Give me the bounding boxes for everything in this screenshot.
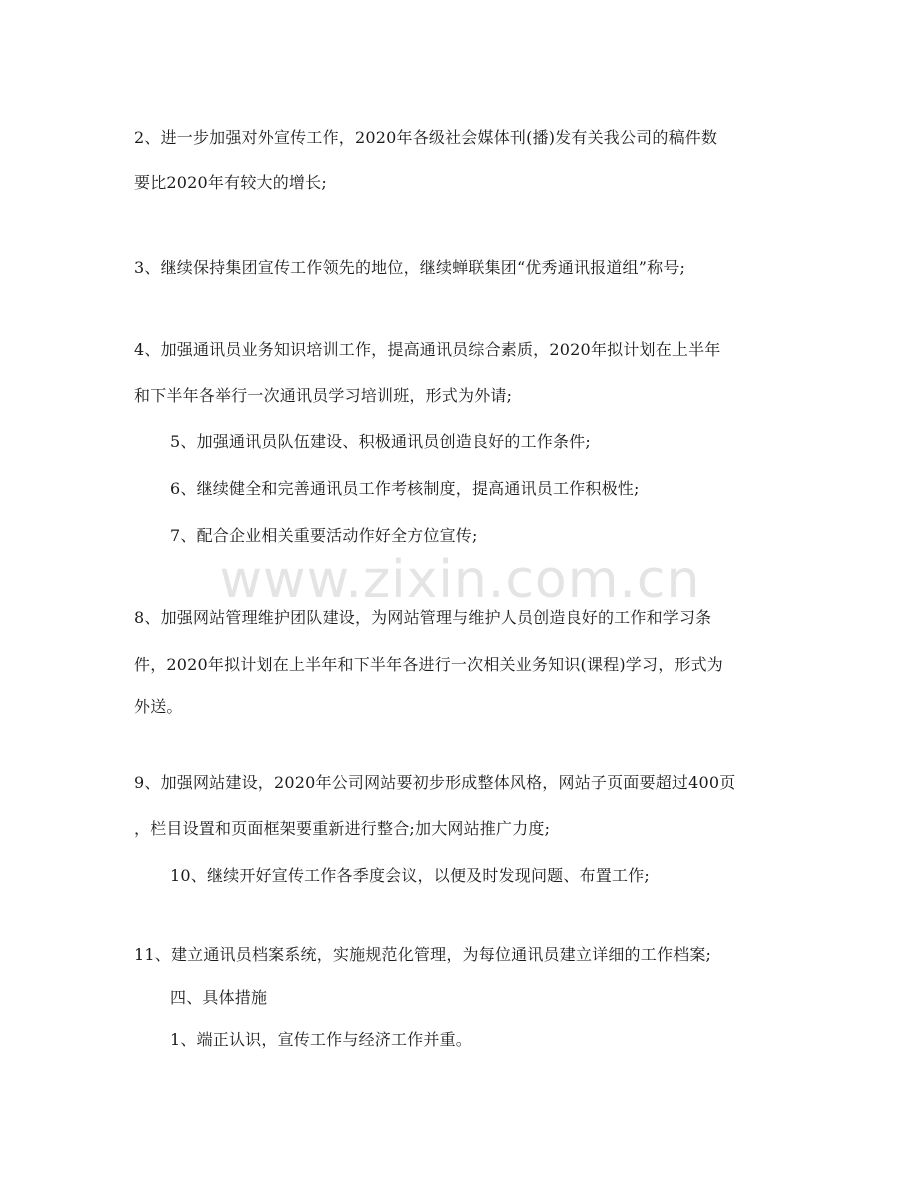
- paragraph-line: ，栏目设置和页面框架要重新进行整合;加大网站推广力度;: [134, 819, 551, 838]
- paragraph-line: 要比2020年有较大的增长;: [134, 173, 327, 192]
- paragraph-line: 外送。: [134, 697, 183, 716]
- paragraph-line: 9、加强网站建设，2020年公司网站要初步形成整体风格，网站子页面要超过400页: [134, 773, 736, 792]
- paragraph-line: 10、继续开好宣传工作各季度会议，以便及时发现问题、布置工作;: [170, 866, 650, 885]
- paragraph-line: 4、加强通讯员业务知识培训工作，提高通讯员综合素质，2020年拟计划在上半年: [134, 340, 721, 359]
- section-heading: 四、具体措施: [170, 988, 268, 1007]
- paragraph-line: 2、进一步加强对外宣传工作，2020年各级社会媒体刊(播)发有关我公司的稿件数: [134, 128, 718, 147]
- paragraph-line: 6、继续健全和完善通讯员工作考核制度，提高通讯员工作积极性;: [170, 479, 640, 498]
- paragraph-line: 件，2020年拟计划在上半年和下半年各进行一次相关业务知识(课程)学习，形式为: [134, 655, 724, 674]
- paragraph-line: 7、配合企业相关重要活动作好全方位宣传;: [170, 526, 478, 545]
- paragraph-line: 11、建立通讯员档案系统，实施规范化管理，为每位通讯员建立详细的工作档案;: [134, 945, 712, 964]
- paragraph-line: 1、端正认识，宣传工作与经济工作并重。: [170, 1030, 472, 1049]
- watermark-text: www.zixin.com.cn: [219, 550, 701, 610]
- paragraph-line: 3、继续保持集团宣传工作领先的地位，继续蝉联集团“优秀通讯报道组”称号;: [134, 258, 686, 277]
- paragraph-line: 8、加强网站管理维护团队建设，为网站管理与维护人员创造良好的工作和学习条: [134, 608, 712, 627]
- paragraph-line: 5、加强通讯员队伍建设、积极通讯员创造良好的工作条件;: [170, 432, 591, 451]
- paragraph-line: 和下半年各举行一次通讯员学习培训班，形式为外请;: [134, 386, 513, 405]
